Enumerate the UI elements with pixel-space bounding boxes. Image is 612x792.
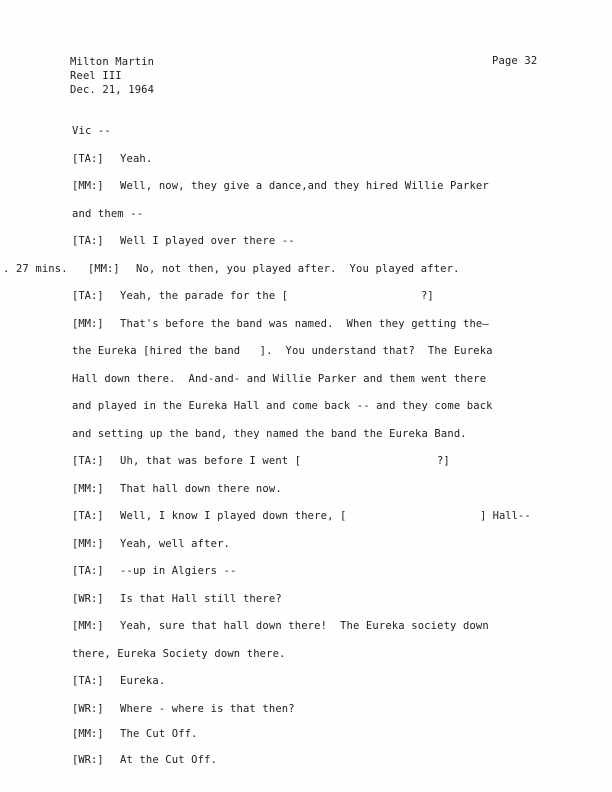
- transcript-line: Well, now, they give a dance,and they hired Willie Parker: [120, 180, 489, 192]
- transcript-line: The Cut Off.: [120, 728, 198, 740]
- header-name: Milton Martin: [70, 56, 155, 68]
- transcript-line: --up in Algiers --: [120, 565, 237, 577]
- transcript-line: That hall down there now.: [120, 483, 282, 495]
- header-reel: Reel III: [70, 70, 122, 82]
- speaker-label: [TA:]: [72, 565, 104, 577]
- transcript-line: Where - where is that then?: [120, 703, 295, 715]
- speaker-label: [MM:]: [72, 620, 104, 632]
- transcript-line: Yeah, the parade for the [: [120, 290, 289, 302]
- transcript-line: No, not then, you played after. You played after.: [136, 263, 460, 275]
- transcript-line: Well, I know I played down there, [: [120, 510, 347, 522]
- transcript-line: the Eureka [hired the band ]. You understand that? The Eureka: [72, 345, 493, 357]
- unclear-gap-close: ?]: [437, 455, 450, 467]
- transcript-line: Yeah.: [120, 153, 153, 165]
- speaker-label: [TA:]: [72, 235, 104, 247]
- transcript-line: Uh, that was before I went [: [120, 455, 302, 467]
- speaker-label: [TA:]: [72, 153, 104, 165]
- speaker-label: [MM:]: [72, 538, 104, 550]
- speaker-label: [MM:]: [72, 318, 104, 330]
- speaker-label: [MM:]: [72, 180, 104, 192]
- transcript-line: there, Eureka Society down there.: [72, 648, 286, 660]
- header-date: Dec. 21, 1964: [70, 84, 155, 96]
- speaker-label: [MM:]: [72, 728, 104, 740]
- transcript-line: At the Cut Off.: [120, 754, 218, 766]
- margin-note: . 27 mins.: [3, 263, 68, 275]
- transcript-line: and setting up the band, they named the band the Eureka Band.: [72, 428, 467, 440]
- transcript-line: and them --: [72, 208, 144, 220]
- speaker-label: [TA:]: [72, 455, 104, 467]
- speaker-label: [MM:]: [88, 263, 120, 275]
- transcript-line: Well I played over there --: [120, 235, 295, 247]
- unclear-gap-close: ?]: [421, 290, 434, 302]
- transcript-line: That's before the band was named. When they getting the—: [120, 318, 489, 330]
- transcript-line: Eureka.: [120, 675, 166, 687]
- speaker-label: [MM:]: [72, 483, 104, 495]
- transcript-line: Is that Hall still there?: [120, 593, 282, 605]
- speaker-label: [WR:]: [72, 703, 104, 715]
- transcript-line: and played in the Eureka Hall and come back -- and they come back: [72, 400, 493, 412]
- speaker-label: [WR:]: [72, 754, 104, 766]
- speaker-label: [TA:]: [72, 675, 104, 687]
- speaker-label: [WR:]: [72, 593, 104, 605]
- speaker-label: [TA:]: [72, 510, 104, 522]
- transcript-line: Vic --: [72, 125, 111, 137]
- transcript-line: Yeah, sure that hall down there! The Eureka society down: [120, 620, 489, 632]
- speaker-label: [TA:]: [72, 290, 104, 302]
- unclear-gap-close: ] Hall--: [480, 510, 531, 522]
- transcript-line: Yeah, well after.: [120, 538, 231, 550]
- page-number: Page 32: [492, 55, 538, 67]
- transcript-line: Hall down there. And-and- and Willie Parker and them went there: [72, 373, 487, 385]
